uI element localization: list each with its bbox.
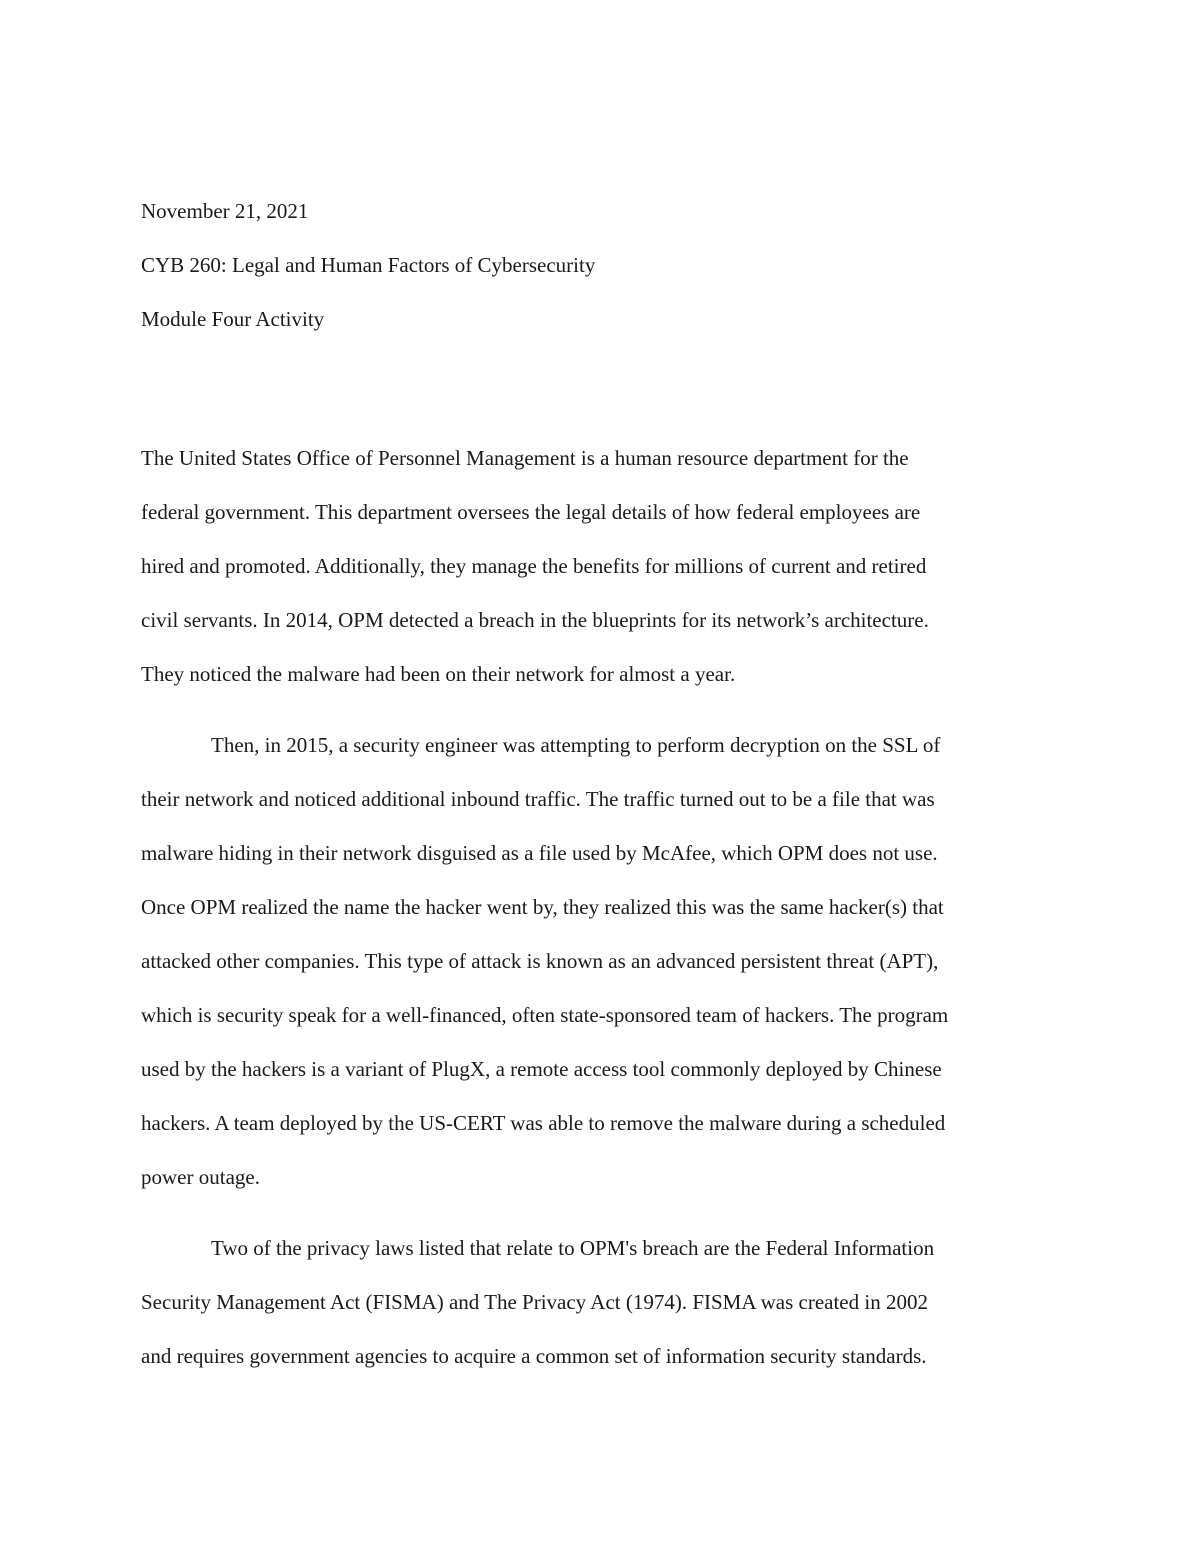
paragraph-line: malware hiding in their network disguised as a file used by McAfee, which OPM does not use. xyxy=(141,841,938,865)
paragraph-line: Then, in 2015, a security engineer was attempting to perform decryption on the SSL of xyxy=(211,733,941,757)
assignment-line: Module Four Activity xyxy=(141,307,325,331)
paragraph-line: The United States Office of Personnel Management is a human resource department for the xyxy=(141,446,909,470)
paragraph-line: which is security speak for a well-financed, often state-sponsored team of hackers. The program xyxy=(141,1003,949,1027)
paragraph-line: hackers. A team deployed by the US-CERT was able to remove the malware during a scheduled xyxy=(141,1111,946,1135)
date-line: November 21, 2021 xyxy=(141,199,309,223)
paragraph-line: Security Management Act (FISMA) and The Privacy Act (1974). FISMA was created in 2002 xyxy=(141,1290,928,1314)
paragraph-line: and requires government agencies to acquire a common set of information security standards. xyxy=(141,1344,927,1368)
paragraph-line: power outage. xyxy=(141,1165,260,1189)
paragraph-line: They noticed the malware had been on their network for almost a year. xyxy=(141,662,736,686)
paragraph-line: Two of the privacy laws listed that relate to OPM's breach are the Federal Information xyxy=(211,1236,935,1260)
course-line: CYB 260: Legal and Human Factors of Cybersecurity xyxy=(141,253,596,277)
paragraph-line: federal government. This department oversees the legal details of how federal employees are xyxy=(141,500,921,524)
paragraph-1 xyxy=(141,446,1056,716)
paragraph-line: attacked other companies. This type of attack is known as an advanced persistent threat (APT), xyxy=(141,949,939,973)
paragraph-2 xyxy=(141,733,1056,1219)
paragraph-line: hired and promoted. Additionally, they manage the benefits for millions of current and retired xyxy=(141,554,927,578)
paragraph-line: used by the hackers is a variant of PlugX, a remote access tool commonly deployed by Chinese xyxy=(141,1057,942,1081)
paragraph-3 xyxy=(141,1236,1056,1398)
paragraph-line: Once OPM realized the name the hacker went by, they realized this was the same hacker(s) that xyxy=(141,895,944,919)
paragraph-line: their network and noticed additional inbound traffic. The traffic turned out to be a file that was xyxy=(141,787,935,811)
paragraph-line: civil servants. In 2014, OPM detected a breach in the blueprints for its network’s architecture. xyxy=(141,608,929,632)
